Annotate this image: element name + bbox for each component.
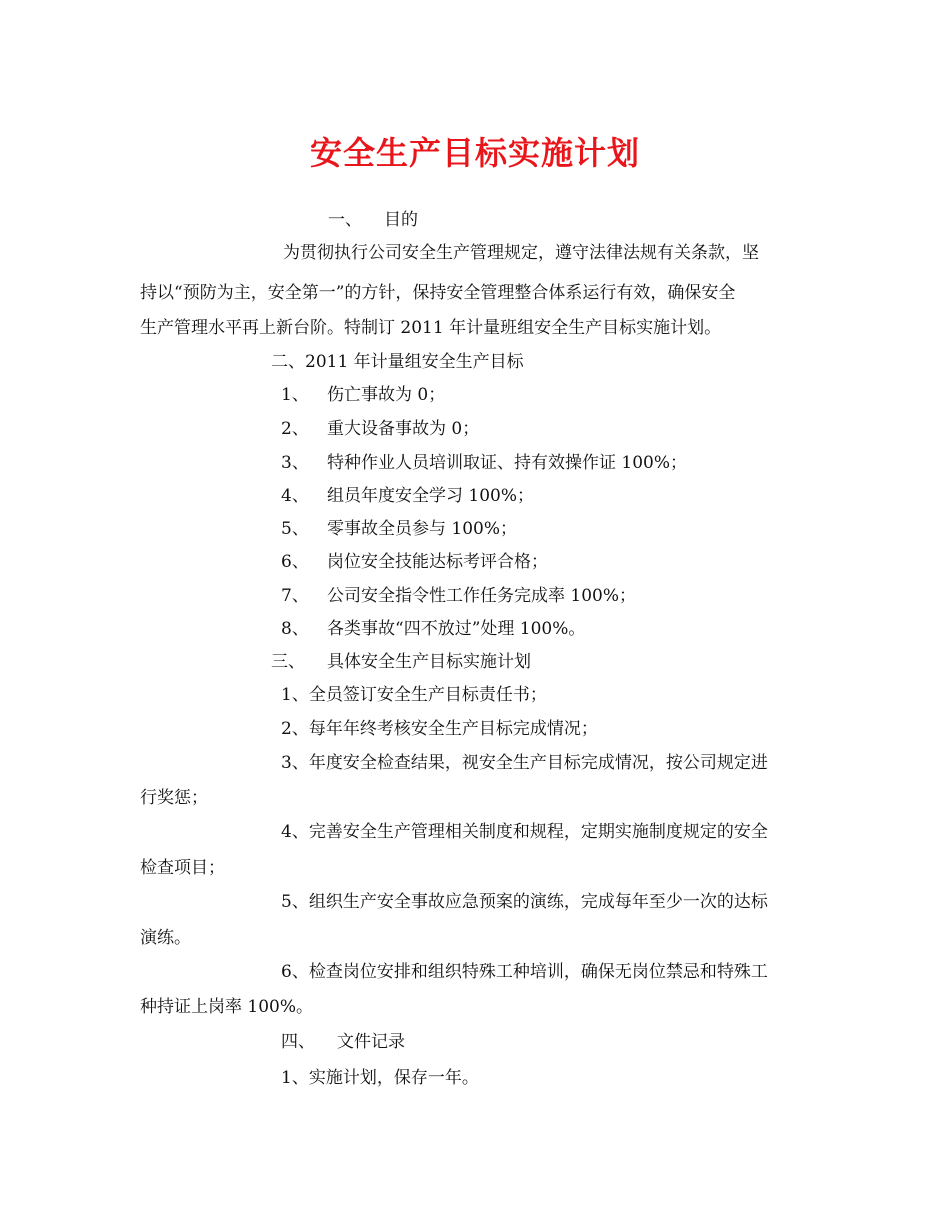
section3-item: 6、检查岗位安排和组织特殊工种培训，确保无岗位禁忌和特殊工 xyxy=(281,962,768,982)
section4-title: 文件记录 xyxy=(337,1032,405,1052)
section3-number: 三、 xyxy=(271,652,305,672)
section3-item-continuation: 种持证上岗率 100%。 xyxy=(140,997,314,1017)
item-text: 组员年度安全学习 100%； xyxy=(327,486,535,506)
section3-item: 1、全员签订安全生产目标责任书； xyxy=(281,685,547,705)
section2-item xyxy=(281,417,479,441)
section1-number: 一、 xyxy=(328,210,362,230)
item-text: 各类事故“四不放过”处理 100%。 xyxy=(327,619,586,639)
section2-item xyxy=(281,517,517,541)
item-number: 3、 xyxy=(281,453,309,473)
section1-paragraph-line-1 xyxy=(283,241,810,265)
item-number: 5、 xyxy=(281,519,309,539)
section3-item: 4、完善安全生产管理相关制度和规程，定期实施制度规定的安全 xyxy=(281,822,768,842)
item-number: 7、 xyxy=(281,586,309,606)
section2-item xyxy=(281,451,687,475)
item-text: 特种作业人员培训取证、持有效操作证 100%； xyxy=(327,453,688,473)
section2-item xyxy=(281,617,585,641)
item-text: 重大设备事故为 0； xyxy=(327,419,480,439)
section3-item: 2、每年年终考核安全生产目标完成情况； xyxy=(281,719,598,739)
item-text: 零事故全员参与 100%； xyxy=(327,519,518,539)
section2-heading: 二、2011 年计量组安全生产目标 xyxy=(271,352,524,372)
section1-paragraph-line-2: 持以“预防为主，安全第一”的方针，保持安全管理整合体系运行有效，确保安全 xyxy=(140,283,736,303)
section2-item xyxy=(281,550,548,574)
item-number: 2、 xyxy=(281,419,309,439)
section2-item xyxy=(281,383,445,407)
section1-heading xyxy=(328,208,418,232)
item-number: 6、 xyxy=(281,552,309,572)
section1-paragraph-text-1: 为贯彻执行公司安全生产管理规定，遵守法律法规有关条款，坚 xyxy=(283,243,759,263)
section1-title: 目的 xyxy=(384,210,418,230)
item-text: 岗位安全技能达标考评合格； xyxy=(327,552,548,572)
item-number: 8、 xyxy=(281,619,309,639)
section3-item-continuation: 检查项目； xyxy=(140,858,225,878)
section3-heading xyxy=(271,650,531,674)
document-title: 安全生产目标实施计划 xyxy=(309,134,640,172)
section2-item xyxy=(281,484,534,508)
section4-heading xyxy=(281,1030,405,1054)
item-text: 公司安全指令性工作任务完成率 100%； xyxy=(327,586,637,606)
section4-number: 四、 xyxy=(281,1032,315,1052)
section3-item: 5、组织生产安全事故应急预案的演练，完成每年至少一次的达标 xyxy=(281,892,768,912)
section3-item: 3、年度安全检查结果，视安全生产目标完成情况，按公司规定进 xyxy=(281,753,768,773)
section3-item-continuation: 行奖惩； xyxy=(140,788,208,808)
item-text: 伤亡事故为 0； xyxy=(327,385,446,405)
item-number: 4、 xyxy=(281,486,309,506)
section1-paragraph-line-3: 生产管理水平再上新台阶。特制订 2011 年计量班组安全生产目标实施计划。 xyxy=(140,318,722,338)
section3-title: 具体安全生产目标实施计划 xyxy=(327,652,531,672)
item-number: 1、 xyxy=(281,385,309,405)
section2-item xyxy=(281,584,636,608)
section4-item: 1、实施计划，保存一年。 xyxy=(281,1068,479,1088)
section3-item-continuation: 演练。 xyxy=(140,928,191,948)
